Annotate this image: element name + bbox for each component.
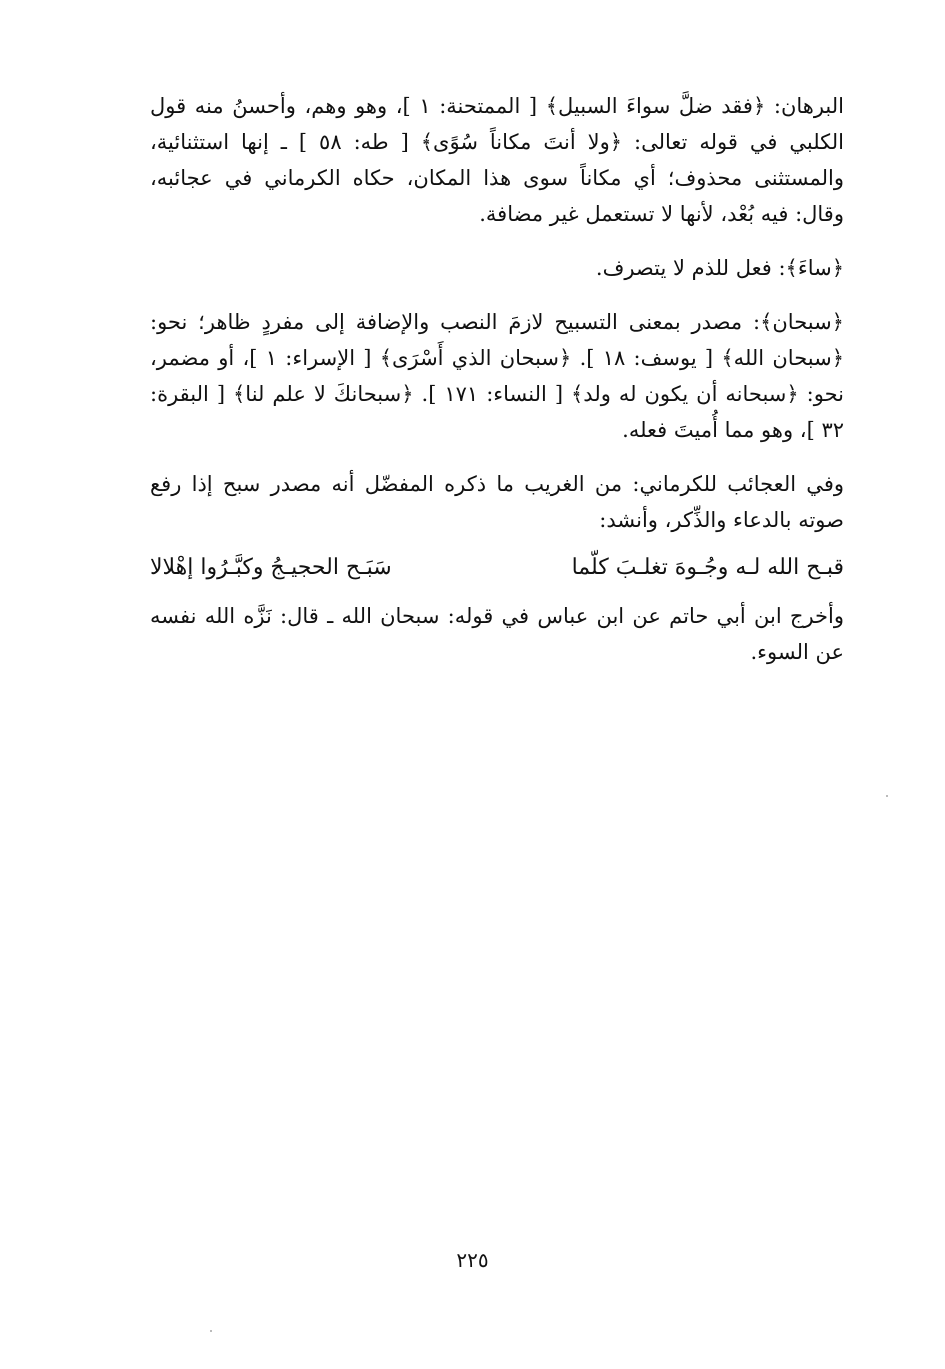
verse-first-hemistich: قبـح الله لـه وجُـوهَ تغلـبَ كلّما bbox=[571, 555, 844, 580]
page-body bbox=[150, 88, 844, 670]
paragraph-ajaib: وفي العجائب للكرماني: من الغريب ما ذكره المفضّل أنه مصدر سبح إذا رفع صوته بالدعاء والذِّكر، وأنشد: bbox=[150, 472, 844, 532]
poetry-verse bbox=[150, 550, 844, 586]
page-number: ٢٢٥ bbox=[456, 1248, 489, 1272]
paragraph-ibn-abi-hatim: وأخرج ابن أبي حاتم عن ابن عباس في قوله: سبحان الله ـ قال: نَزَّه الله نفسه عن السوء. bbox=[150, 604, 844, 664]
scan-speck bbox=[886, 795, 888, 797]
paragraph-burhan: البرهان: ﴿فقد ضلَّ سواءَ السبيل﴾ [ الممتحنة: ١ ]، وهو وهم، وأحسنُ منه قول الكلبي في قوله تعالى: ﴿ولا أنتَ مكاناً سُوًى﴾ [ طه: ٥٨ ] ـ إنها استثنائية، والمستثنى محذوف؛ أي مكاناً سوى هذا المكان، حكاه الكرماني في عجائبه، وقال: فيه بُعْد، لأنها لا تستعمل غير مضافة. bbox=[150, 94, 844, 226]
verse-second-hemistich: سَبَـح الحجيـجُ وكبَّـرُوا إهْلالا bbox=[150, 555, 392, 580]
paragraph-saa: ﴿ساءَ﴾: فعل للذم لا يتصرف. bbox=[595, 256, 844, 280]
paragraph-subhan: ﴿سبحان﴾: مصدر بمعنى التسبيح لازمَ النصب والإضافة إلى مفردٍ ظاهر؛ نحو: ﴿سبحان الله﴾ [ يوسف: ١٨ ]. ﴿سبحان الذي أَسْرَى﴾ [ الإسراء: ١ ]، أو مضمر، نحو: ﴿سبحانه أن يكون له ولد﴾ [ النساء: ١٧١ ]. ﴿سبحانكَ لا علم لنا﴾ [ البقرة: ٣٢ ]، وهو مما أُميتَ فعله. bbox=[150, 310, 845, 442]
scan-speck bbox=[210, 1330, 212, 1332]
